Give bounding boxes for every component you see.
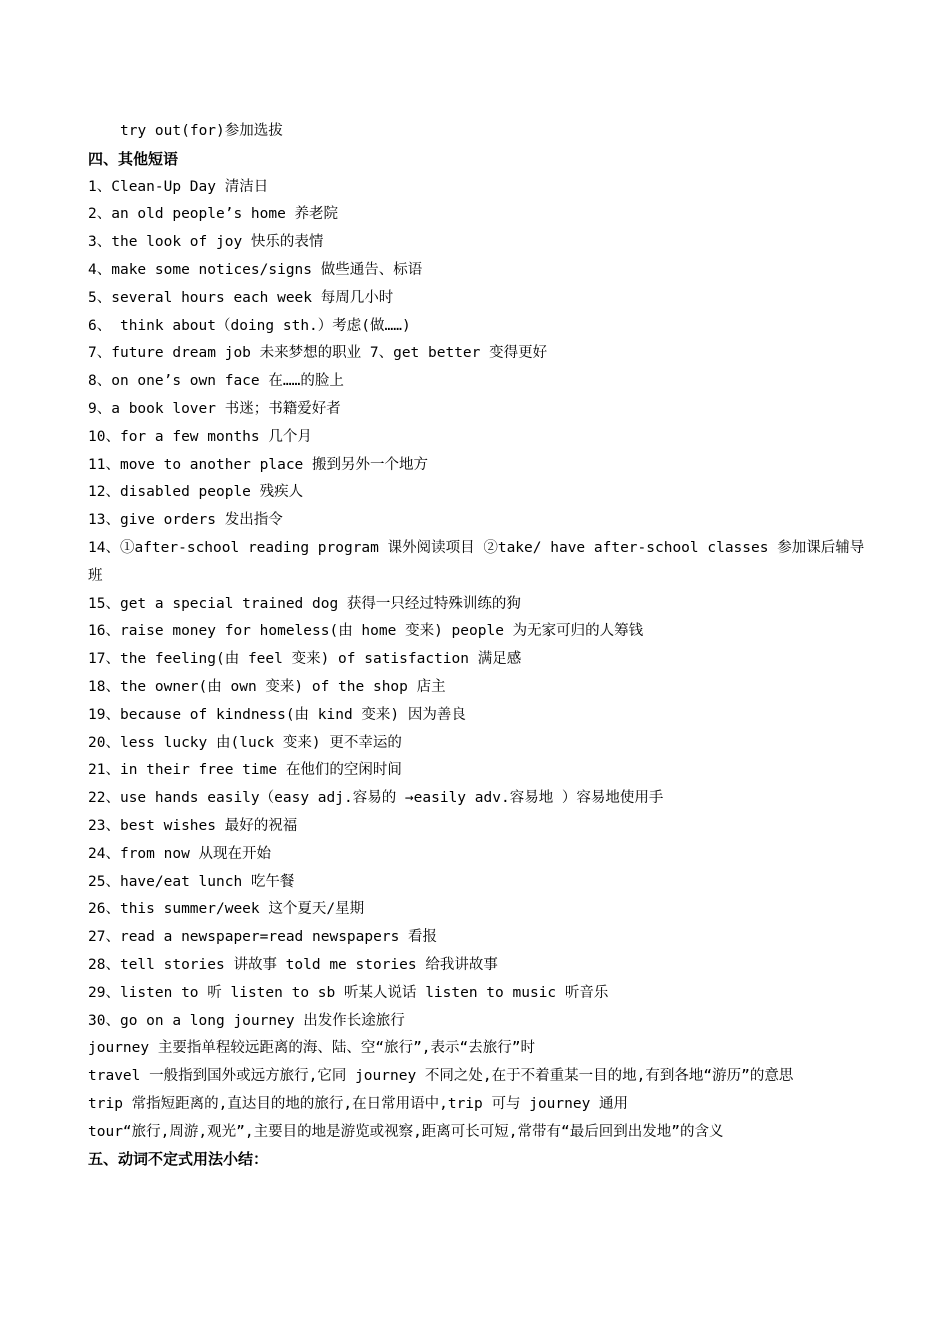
phrase-line: 28、tell stories 讲故事 told me stories 给我讲故事 [88,956,498,973]
phrase-line: 10、for a few months 几个月 [88,428,312,445]
document-body [88,118,870,1174]
usage-note: tour“旅行,周游,观光”,主要目的地是游览或视察,距离可长可短,常带有“最后回到出发地”的含义 [88,1123,724,1140]
phrase-line: try out(for)参加选拔 [120,123,283,139]
phrase-line: 4、make some notices/signs 做些通告、标语 [88,261,423,278]
phrase-line: 8、on one’s own face 在……的脸上 [88,373,344,390]
phrase-line: 2、an old people’s home 养老院 [88,206,339,223]
phrase-line: 30、go on a long journey 出发作长途旅行 [88,1012,405,1029]
phrase-line: 24、from now 从现在开始 [88,845,272,862]
phrase-line: 27、read a newspaper=read newspapers 看报 [88,929,438,946]
phrase-line: 1、Clean-Up Day 清洁日 [88,178,269,195]
phrase-line: 17、the feeling(由 feel 变来) of satisfaction 满足感 [88,651,522,668]
phrase-line: 25、have/eat lunch 吃午餐 [88,873,295,890]
phrase-line: 23、best wishes 最好的祝福 [88,817,298,834]
phrase-line: 7、future dream job 未来梦想的职业 7、get better 变得更好 [88,345,548,362]
phrase-line: 9、a book lover 书迷；书籍爱好者 [88,400,341,417]
phrase-line: 20、less lucky 由(luck 变来) 更不幸运的 [88,734,402,751]
phrase-line: 6、 think about（doing sth.）考虑(做……) [88,317,411,334]
phrase-line: 21、in their free time 在他们的空闲时间 [88,762,402,779]
phrase-line: 3、the look of joy 快乐的表情 [88,234,324,251]
phrase-line: 26、this summer/week 这个夏天/星期 [88,901,365,918]
phrase-line: 12、disabled people 残疾人 [88,484,304,501]
usage-note: trip 常指短距离的,直达目的地的旅行,在日常用语中,trip 可与 journey 通用 [88,1095,629,1112]
phrase-line: 14、①after-school reading program 课外阅读项目 ②take/ have after-school classes 参加课后辅导班 [88,539,865,584]
usage-note: travel 一般指到国外或远方旅行,它同 journey 不同之处,在于不着重某一目的地,有到各地“游历”的意思 [88,1068,794,1085]
phrase-line: 13、give orders 发出指令 [88,512,283,529]
phrase-line: 19、because of kindness(由 kind 变来) 因为善良 [88,706,466,723]
phrase-line: 29、listen to 听 listen to sb 听某人说话 listen to music 听音乐 [88,984,609,1001]
phrase-line: 5、several hours each week 每周几小时 [88,289,394,306]
phrase-line: 16、raise money for homeless(由 home 变来) people 为无家可归的人筹钱 [88,623,644,640]
section-heading-other-phrases: 四、其他短语 [88,149,179,168]
phrase-line: 15、get a special trained dog 获得一只经过特殊训练的狗 [88,595,521,612]
usage-note: journey 主要指单程较远距离的海、陆、空“旅行”,表示“去旅行”时 [88,1040,535,1057]
phrase-line: 22、use hands easily（easy adj.容易的 →easily adv.容易地 ）容易地使用手 [88,790,664,807]
phrase-line: 18、the owner(由 own 变来) of the shop 店主 [88,678,446,695]
phrase-line: 11、move to another place 搬到另外一个地方 [88,456,429,473]
section-heading-infinitive: 五、动词不定式用法小结： [88,1150,269,1169]
